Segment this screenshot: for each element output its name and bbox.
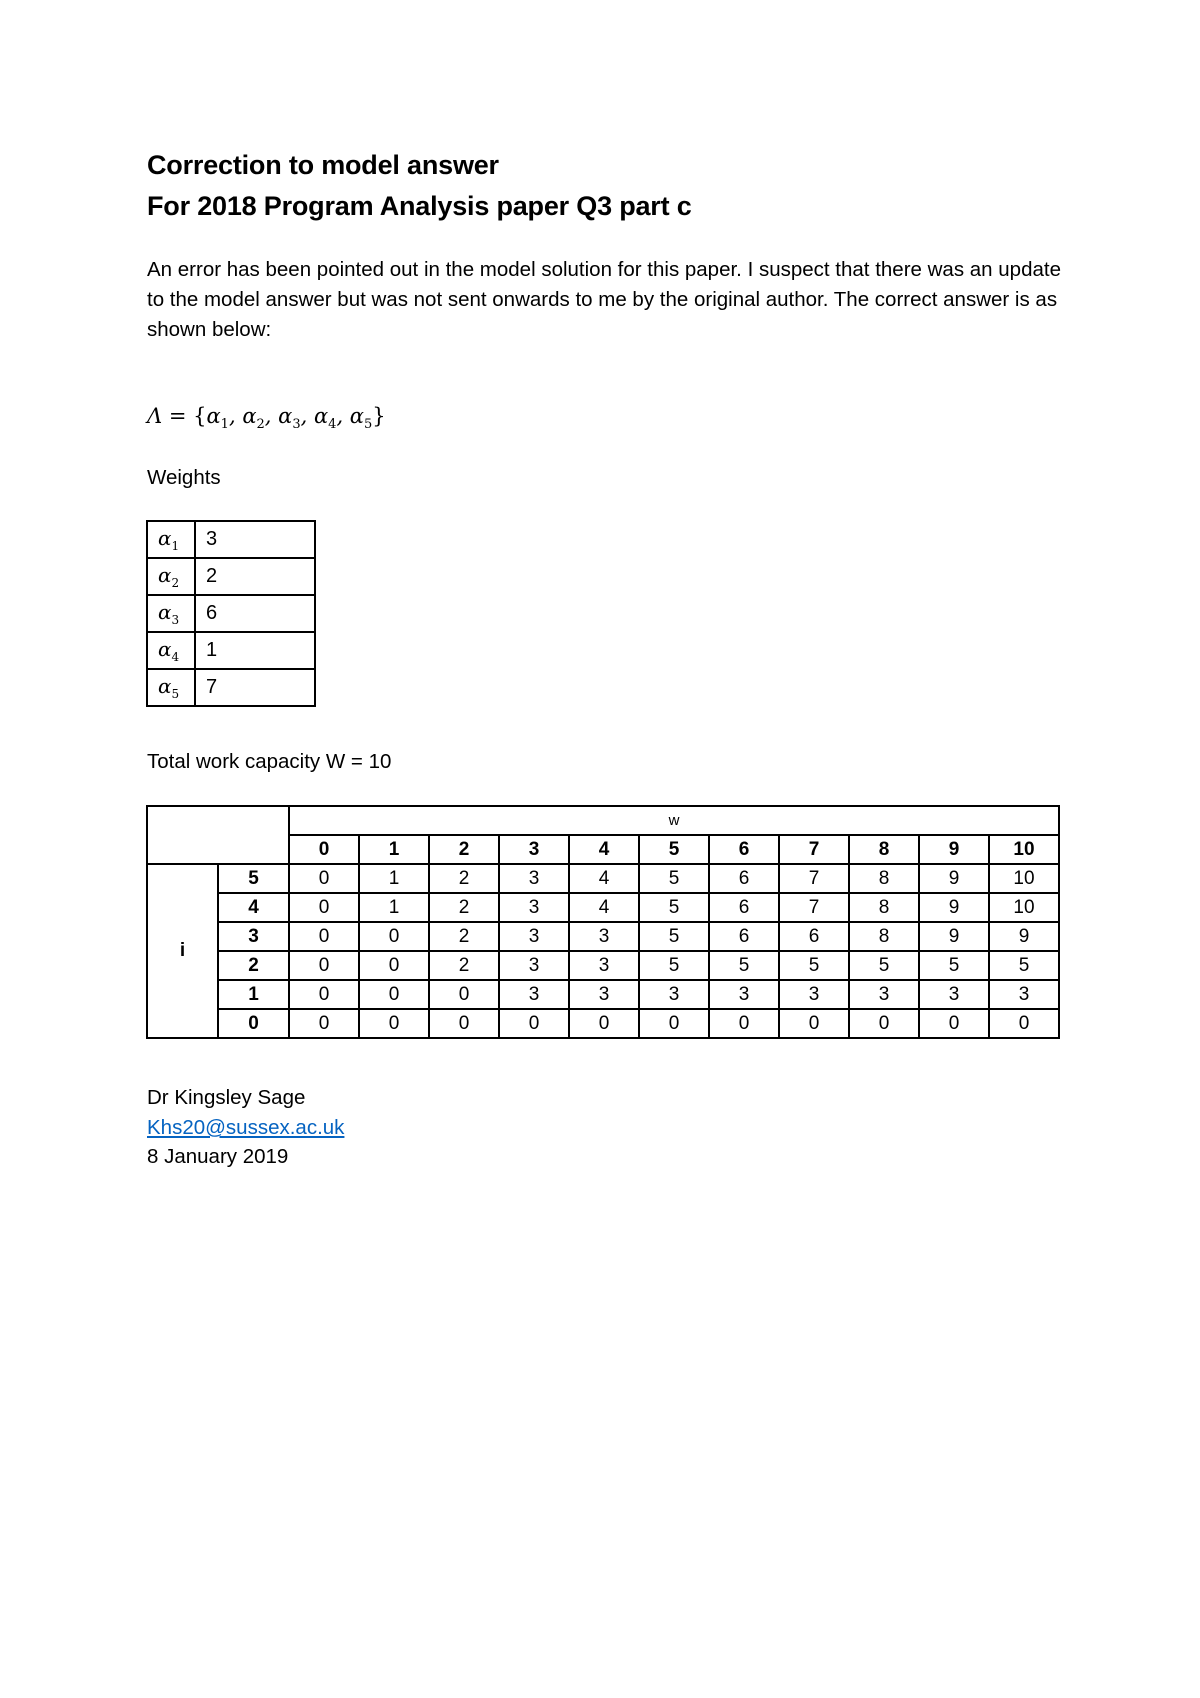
alpha-item: $\alpha_5$ [349,404,373,433]
table-cell: 8 [849,922,919,951]
table-cell: 9 [989,922,1059,951]
table-row [147,980,1059,1009]
table-cell: 0 [289,980,359,1009]
weights-table [146,520,316,707]
table-corner [147,806,289,864]
w-column-header: 10 [989,835,1059,864]
table-cell: 3 [989,980,1059,1009]
weight-value: 7 [195,669,315,706]
table-cell: 5 [989,951,1059,980]
table-cell: 0 [289,1009,359,1038]
w-column-header: 1 [359,835,429,864]
lambda-symbol: Λ [147,404,163,428]
close-brace: } [372,404,386,428]
weights-row [147,595,315,632]
i-row-header: 3 [218,922,289,951]
table-cell: 2 [429,922,499,951]
table-cell: 5 [779,951,849,980]
weight-symbol: $\alpha_2$ [147,558,195,595]
table-cell: 5 [639,893,709,922]
author-name: Dr Kingsley Sage [147,1086,306,1109]
table-cell: 9 [919,864,989,893]
i-axis-label: i [147,864,218,1038]
w-column-header: 7 [779,835,849,864]
equals-brace: = { [162,404,207,428]
table-cell: 5 [919,951,989,980]
table-cell: 3 [779,980,849,1009]
table-cell: 3 [499,980,569,1009]
table-cell: 0 [779,1009,849,1038]
table-cell: 0 [359,980,429,1009]
w-column-header: 4 [569,835,639,864]
weight-value: 1 [195,632,315,669]
i-row-header: 4 [218,893,289,922]
table-cell: 4 [569,893,639,922]
table-cell: 0 [919,1009,989,1038]
weight-symbol: $\alpha_3$ [147,595,195,632]
w-column-header: 5 [639,835,709,864]
table-cell: 0 [429,980,499,1009]
table-cell: 1 [359,893,429,922]
table-cell: 0 [499,1009,569,1038]
i-row-header: 5 [218,864,289,893]
capacity-label: Total work capacity W = 10 [147,750,392,773]
table-cell: 0 [289,864,359,893]
table-cell: 5 [639,922,709,951]
table-cell: 7 [779,864,849,893]
intro-paragraph: An error has been pointed out in the model solution for this paper. I suspect that there was an update to the model answer but was not sent onwards to me by the original author. The correct answer is as shown below: [147,258,1061,341]
w-column-header: 6 [709,835,779,864]
table-cell: 7 [779,893,849,922]
i-row-header: 1 [218,980,289,1009]
table-cell: 3 [499,922,569,951]
table-cell: 1 [359,864,429,893]
alpha-item: $\alpha_1$ [206,404,229,433]
w-column-header: 3 [499,835,569,864]
table-cell: 2 [429,951,499,980]
table-cell: 6 [709,893,779,922]
weights-row [147,632,315,669]
table-cell: 5 [639,864,709,893]
table-cell: 3 [499,864,569,893]
table-row [147,893,1059,922]
table-cell: 9 [919,922,989,951]
table-cell: 0 [359,922,429,951]
table-cell: 5 [849,951,919,980]
table-row [147,951,1059,980]
table-cell: 5 [709,951,779,980]
author-email-link[interactable]: Khs20@sussex.ac.uk [147,1116,345,1139]
table-cell: 8 [849,864,919,893]
table-cell: 2 [429,893,499,922]
table-cell: 5 [639,951,709,980]
table-cell: 3 [569,980,639,1009]
weight-symbol: $\alpha_5$ [147,669,195,706]
table-cell: 0 [569,1009,639,1038]
table-cell: 2 [429,864,499,893]
i-row-header: 0 [218,1009,289,1038]
i-row-header: 2 [218,951,289,980]
table-cell: 0 [989,1009,1059,1038]
weight-value: 6 [195,595,315,632]
table-cell: 3 [569,951,639,980]
table-cell: 6 [709,922,779,951]
table-cell: 3 [709,980,779,1009]
w-column-header: 0 [289,835,359,864]
weight-value: 2 [195,558,315,595]
table-cell: 9 [919,893,989,922]
w-column-header: 9 [919,835,989,864]
author-date: 8 January 2019 [147,1145,289,1168]
alpha-item: $\alpha_3$ [278,404,301,433]
table-cell: 0 [359,1009,429,1038]
table-row [147,1009,1059,1038]
table-cell: 8 [849,893,919,922]
dp-table [146,805,1060,1039]
table-cell: 0 [709,1009,779,1038]
table-cell: 0 [289,951,359,980]
table-cell: 3 [499,893,569,922]
w-column-header: 8 [849,835,919,864]
table-cell: 0 [429,1009,499,1038]
weight-value: 3 [195,521,315,558]
weights-row [147,521,315,558]
table-row [147,864,1059,893]
alpha-item: $\alpha_2$ [242,404,265,433]
table-cell: 0 [639,1009,709,1038]
w-header: w [289,806,1059,835]
table-cell: 3 [919,980,989,1009]
weights-label: Weights [147,466,221,489]
table-cell: 6 [779,922,849,951]
table-cell: 3 [639,980,709,1009]
weight-symbol: $\alpha_1$ [147,521,195,558]
table-cell: 0 [289,922,359,951]
table-cell: 10 [989,893,1059,922]
alpha-item: $\alpha_4$ [313,404,337,433]
w-column-header: 2 [429,835,499,864]
table-cell: 3 [849,980,919,1009]
weight-symbol: $\alpha_4$ [147,632,195,669]
lambda-set-equation: $\Lambda = \{\alpha_1$, $\alpha_2$, $\alpha_3$, $\alpha_4$, $\alpha_5$} [147,404,386,433]
table-cell: 0 [359,951,429,980]
table-cell: 3 [569,922,639,951]
table-cell: 6 [709,864,779,893]
weights-row [147,669,315,706]
title-line-1: Correction to model answer [147,150,499,180]
table-cell: 0 [849,1009,919,1038]
author-email-wrap [147,1116,344,1140]
table-row [147,922,1059,951]
weights-row [147,558,315,595]
title-line-2: For 2018 Program Analysis paper Q3 part c [147,191,692,221]
table-cell: 10 [989,864,1059,893]
table-cell: 0 [289,893,359,922]
table-cell: 4 [569,864,639,893]
table-cell: 3 [499,951,569,980]
